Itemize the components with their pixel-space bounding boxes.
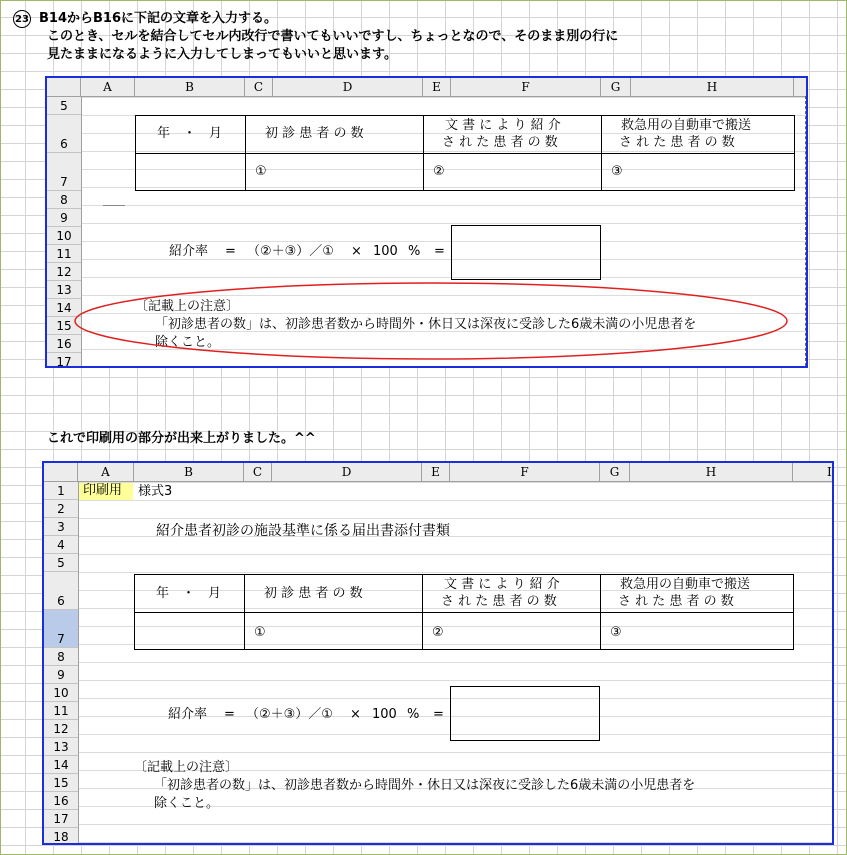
column-header-f[interactable]: F [451, 78, 601, 96]
row-header[interactable]: 13 [44, 738, 78, 756]
column-header-b[interactable]: B [135, 78, 245, 96]
column-header-h[interactable]: H [631, 78, 794, 96]
referred-header-line-2: さ れ た 患 者 の 数 [442, 135, 558, 150]
notes-line-1: 「初診患者の数」は、初診患者数から時間外・休日又は深夜に受診した6歳未満の小児患者を [155, 317, 697, 332]
mark-2: ② [432, 625, 444, 640]
notes-line-1: 「初診患者の数」は、初診患者数から時間外・休日又は深夜に受診した6歳未満の小児患者を [154, 778, 696, 793]
row-header[interactable]: 18 [44, 828, 78, 845]
column-header-c[interactable]: C [244, 463, 272, 481]
step-number: 23 [13, 10, 31, 28]
row-header[interactable]: 15 [44, 774, 78, 792]
row-header[interactable]: 14 [44, 756, 78, 774]
ambulance-header-line-1: 救急用の自動車で搬送 [620, 577, 751, 592]
ambulance-header-line-2: さ れ た 患 者 の 数 [618, 594, 734, 609]
mark-3: ③ [610, 625, 622, 640]
row-header[interactable]: 2 [44, 500, 78, 518]
table-divider [134, 612, 794, 613]
column-header-c[interactable]: C [245, 78, 273, 96]
spreadsheet-excerpt-1 [45, 76, 808, 368]
year-month-header: 年 ・ 月 [156, 586, 222, 601]
formula-label: 紹介率 [169, 244, 209, 259]
formula-hundred: 100 [373, 244, 398, 259]
intro-line-3: 見たままになるように入力してしまってもいいと思います。 [47, 47, 397, 62]
intro-text [13, 10, 618, 64]
row-header[interactable]: 11 [44, 702, 78, 720]
column-header-a[interactable]: A [78, 463, 134, 481]
table-divider [422, 574, 423, 650]
column-header-f[interactable]: F [450, 463, 600, 481]
table-divider [244, 574, 245, 650]
result-box [450, 686, 600, 741]
column-header-d[interactable]: D [273, 78, 423, 96]
row-header[interactable]: 15 [47, 317, 81, 335]
row-header[interactable]: 6 [44, 572, 78, 610]
formula-equals-2: = [433, 707, 444, 722]
first-visit-header: 初 診 患 者 の 数 [264, 586, 363, 601]
row-header[interactable]: 10 [44, 684, 78, 702]
form-title: 紹介患者初診の施設基準に係る届出書添付書類 [156, 523, 450, 539]
row-header[interactable]: 11 [47, 245, 81, 263]
formula-equals: = [224, 707, 235, 722]
mark-1: ① [255, 164, 267, 179]
year-month-header: 年 ・ 月 [157, 126, 223, 141]
row-header[interactable]: 12 [44, 720, 78, 738]
referred-header-line-1: 文 書 に よ り 紹 介 [444, 577, 560, 592]
row-header[interactable]: 16 [44, 792, 78, 810]
formula-times: × [350, 707, 361, 722]
notes-heading: 〔記載上の注意〕 [134, 760, 239, 775]
notes-heading: 〔記載上の注意〕 [135, 299, 240, 314]
column-header-d[interactable]: D [272, 463, 422, 481]
row-header[interactable]: 3 [44, 518, 78, 536]
mark-2: ② [433, 164, 445, 179]
column-header-g[interactable]: G [601, 78, 631, 96]
highlight-ellipse [47, 78, 806, 366]
row-header[interactable]: 6 [47, 115, 81, 153]
ambulance-header-line-2: さ れ た 患 者 の 数 [619, 135, 735, 150]
formula-equals-2: = [434, 244, 445, 259]
formula-label: 紹介率 [168, 707, 208, 722]
row-header[interactable]: 9 [44, 666, 78, 684]
cell-a1[interactable]: 印刷用 [79, 483, 133, 500]
row-header[interactable]: 16 [47, 335, 81, 353]
row-header[interactable]: 5 [44, 554, 78, 572]
row-header[interactable]: 9 [47, 209, 81, 227]
ambulance-header-line-1: 救急用の自動車で搬送 [621, 118, 752, 133]
cell-b1[interactable]: 様式3 [138, 484, 173, 499]
formula-percent: % [408, 244, 421, 259]
row-header[interactable]: 17 [47, 353, 81, 368]
referred-header-line-2: さ れ た 患 者 の 数 [441, 594, 557, 609]
row-header[interactable]: 8 [47, 191, 81, 209]
column-header-i[interactable]: I [827, 465, 832, 479]
row-header-column [44, 482, 79, 843]
formula-expression: （②＋③）／① [247, 244, 334, 259]
row-header[interactable]: 5 [47, 97, 81, 115]
mark-1: ① [254, 625, 266, 640]
row-header[interactable]: 1 [44, 482, 78, 500]
formula-equals: = [225, 244, 236, 259]
notes-line-2: 除くこと。 [155, 335, 221, 350]
spreadsheet-excerpt-2 [42, 461, 834, 845]
formula-expression: （②＋③）／① [246, 707, 333, 722]
column-header-h[interactable]: H [630, 463, 793, 481]
notes-line-2: 除くこと。 [154, 796, 220, 811]
formula-percent: % [407, 707, 420, 722]
column-header-e[interactable]: E [422, 463, 450, 481]
intro-line-1: B14からB16に下記の文章を入力する。 [39, 11, 277, 26]
column-header-a[interactable]: A [81, 78, 135, 96]
row-header[interactable]: 17 [44, 810, 78, 828]
row-header[interactable]: 10 [47, 227, 81, 245]
row-header[interactable]: 14 [47, 299, 81, 317]
formula-hundred: 100 [372, 707, 397, 722]
intro-line-2: このとき、セルを結合してセル内改行で書いてもいいですし、ちょっとなので、そのまま別の行に [47, 29, 619, 44]
row-header[interactable]: 4 [44, 536, 78, 554]
middle-text: これで印刷用の部分が出来上がりました。^^ [47, 431, 316, 446]
mark-3: ③ [611, 164, 623, 179]
row-header[interactable]: 13 [47, 281, 81, 299]
row-header[interactable]: 12 [47, 263, 81, 281]
first-visit-header: 初 診 患 者 の 数 [265, 126, 364, 141]
table-divider [600, 574, 601, 650]
row-header-selected[interactable]: 7 [44, 610, 78, 648]
column-header-row [44, 463, 832, 482]
row-header[interactable]: 7 [47, 153, 81, 191]
column-header-g[interactable]: G [600, 463, 630, 481]
column-header-e[interactable]: E [423, 78, 451, 96]
column-header-b[interactable]: B [134, 463, 244, 481]
row-header[interactable]: 8 [44, 648, 78, 666]
corner-cell[interactable] [44, 463, 78, 481]
formula-times: × [351, 244, 362, 259]
referred-header-line-1: 文 書 に よ り 紹 介 [445, 118, 561, 133]
